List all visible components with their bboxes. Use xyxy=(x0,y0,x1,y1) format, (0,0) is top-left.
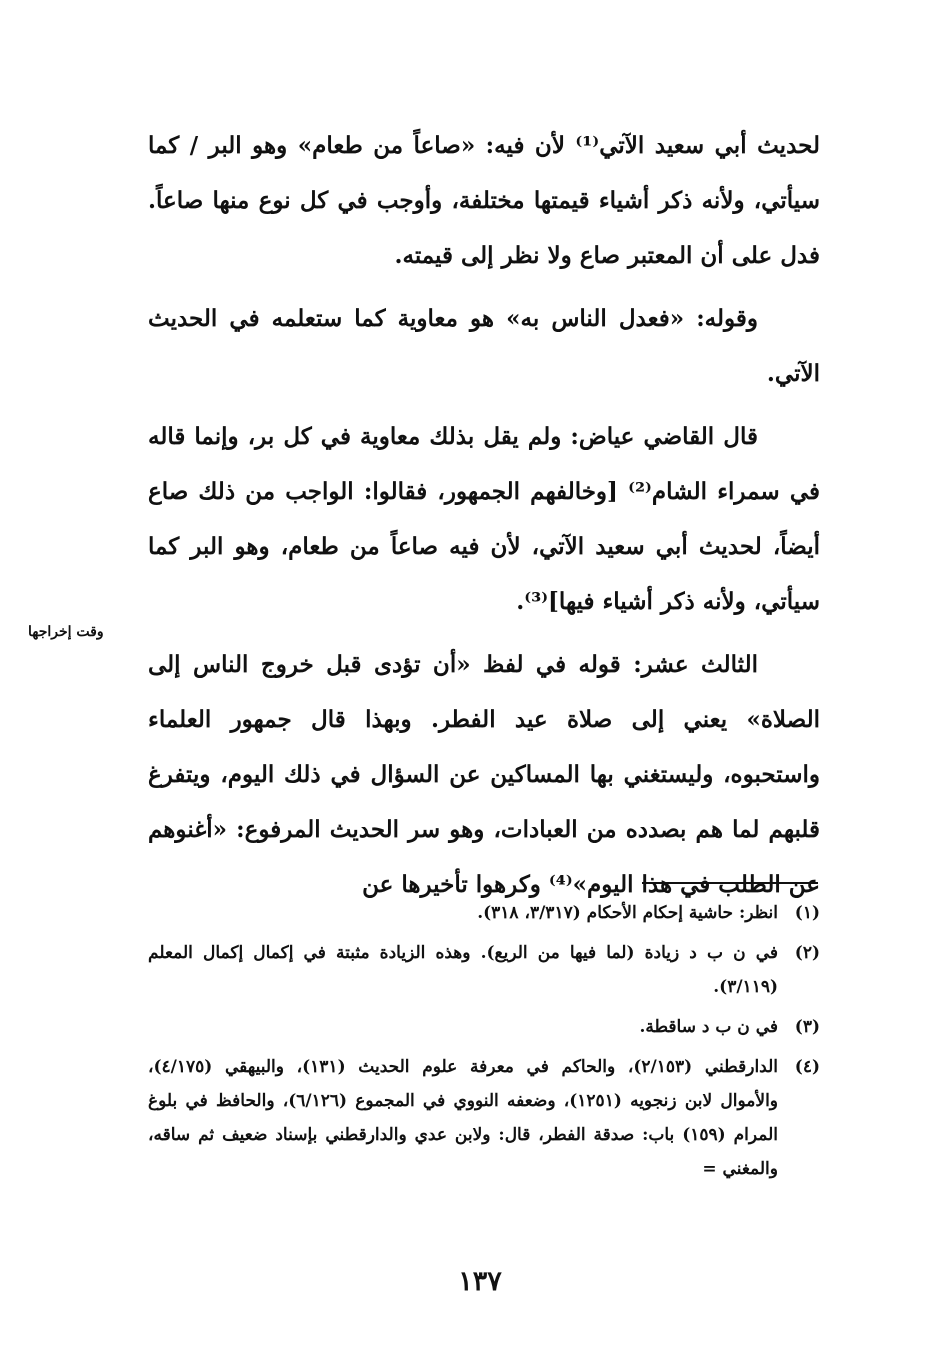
footnote-2 xyxy=(148,936,820,1004)
paragraph-3: قال القاضي عياض: ولم يقل بذلك معاوية في كل بر، وإنما قاله في سمراء الشام⁽²⁾ [وخالفهم الجمهور، فقالوا: الواجب من ذلك صاع أيضاً، لحديث أبي سعيد الآتي، لأن فيه صاعاً من طعام، وهو البر كما سيأتي، ولأنه ذكر أشياء فيها]⁽³⁾. xyxy=(148,423,820,615)
paragraph-1: لحديث أبي سعيد الآتي⁽¹⁾ لأن فيه: «صاعاً من طعام» وهو البر / كما سيأتي، ولأنه ذكر أشياء قيمتها مختلفة، وأوجب في كل نوع منها صاعاً. فدل على أن المعتبر صاع ولا نظر إلى قيمته. xyxy=(148,132,820,269)
paragraph-4: الثالث عشر: قوله في لفظ «أن تؤدى قبل خروج الناس إلى الصلاة» يعني إلى صلاة عيد الفطر. وبهذا قال جمهور العلماء واستحبوه، وليستغني بها المساكين عن السؤال في ذلك اليوم، ويتفرغ قلبهم لما هم بصدده من العبادات، وهو سر الحديث المرفوع: «أغنوهم عن الطلب في هذا اليوم»⁽⁴⁾ وكرهوا تأخيرها عن xyxy=(148,651,820,898)
page-number: ١٣٧ xyxy=(458,1266,502,1297)
footnote-number: (٣) xyxy=(794,1017,820,1037)
footnote-text: في ن ب د زيادة (لما فيها من الريع). وهذه الزيادة مثبتة في إكمال إكمال المعلم (٣/١١٩). xyxy=(148,943,778,997)
footnote-number: (١) xyxy=(794,903,820,923)
footnote-number: (٤) xyxy=(794,1057,820,1077)
main-text xyxy=(148,118,820,920)
footnote-text: الدارقطني (٢/١٥٣)، والحاكم في معرفة علوم الحديث (١٣١)، والبيهقي (٤/١٧٥)، والأموال لابن زنجويه (١٢٥١)، وضعفه النووي في المجموع (٦/١٢٦)، والحافظ في بلوغ المرام (١٥٩) باب: صدقة الفطر، قال: ولابن عدي والدارقطني بإسناد ضعيف ثم ساقه، والمغني = xyxy=(148,1057,779,1179)
footnotes xyxy=(148,896,820,1192)
footnote-3 xyxy=(148,1010,820,1044)
footnote-number: (٢) xyxy=(794,943,820,963)
footnote-4 xyxy=(148,1050,820,1186)
footnote-text: في ن ب د ساقطة. xyxy=(639,1017,778,1037)
footnote-text: انظر: حاشية إحكام الأحكام (٣/٣١٧، ٣١٨). xyxy=(477,903,778,923)
footnote-separator xyxy=(642,882,818,884)
paragraph-2: وقوله: «فعدل الناس به» هو معاوية كما ستعلمه في الحديث الآتي. xyxy=(148,305,820,387)
footnote-1 xyxy=(148,896,820,930)
margin-note: وقت إخراجها xyxy=(28,624,104,640)
